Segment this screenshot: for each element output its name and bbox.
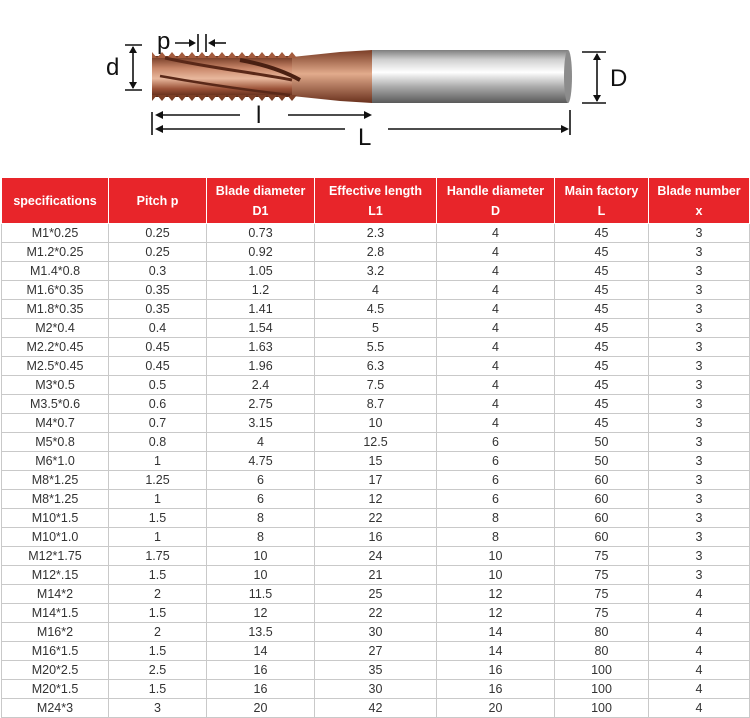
- cell-handle-diameter: 4: [437, 300, 555, 319]
- cell-specification: M1.8*0.35: [2, 300, 109, 319]
- cell-pitch: 0.45: [109, 338, 207, 357]
- table-row: [2, 471, 750, 490]
- cell-pitch: 0.7: [109, 414, 207, 433]
- cell-blade-diameter: 14: [207, 642, 315, 661]
- cell-blade-number: 3: [649, 376, 750, 395]
- cell-pitch: 1.25: [109, 471, 207, 490]
- cell-effective-length: 22: [315, 509, 437, 528]
- cell-blade-diameter: 6: [207, 471, 315, 490]
- cell-pitch: 0.4: [109, 319, 207, 338]
- cell-specification: M16*1.5: [2, 642, 109, 661]
- table-row: [2, 547, 750, 566]
- cell-specification: M6*1.0: [2, 452, 109, 471]
- cell-handle-diameter: 4: [437, 319, 555, 338]
- label-l: l: [256, 102, 262, 129]
- table-row: [2, 699, 750, 718]
- table-row: [2, 509, 750, 528]
- cell-blade-number: 4: [649, 604, 750, 623]
- cell-pitch: 0.35: [109, 300, 207, 319]
- cell-blade-number: 3: [649, 528, 750, 547]
- table-row: [2, 661, 750, 680]
- cell-main-factory: 45: [555, 224, 649, 243]
- cell-handle-diameter: 4: [437, 376, 555, 395]
- table-row: [2, 281, 750, 300]
- cell-pitch: 1.5: [109, 680, 207, 699]
- cell-effective-length: 21: [315, 566, 437, 585]
- cell-specification: M10*1.5: [2, 509, 109, 528]
- label-L: L: [358, 124, 372, 151]
- cell-specification: M2*0.4: [2, 319, 109, 338]
- cell-specification: M10*1.0: [2, 528, 109, 547]
- table-row: [2, 604, 750, 623]
- cell-handle-diameter: 4: [437, 414, 555, 433]
- cell-main-factory: 75: [555, 604, 649, 623]
- cell-specification: M14*2: [2, 585, 109, 604]
- cell-blade-diameter: 10: [207, 566, 315, 585]
- cell-effective-length: 27: [315, 642, 437, 661]
- label-D: D: [610, 65, 628, 92]
- cell-blade-diameter: 16: [207, 680, 315, 699]
- cell-effective-length: 8.7: [315, 395, 437, 414]
- label-d: d: [106, 54, 120, 81]
- table-row: [2, 262, 750, 281]
- cell-handle-diameter: 4: [437, 395, 555, 414]
- header-main-factory: Main factory L: [555, 178, 649, 224]
- cell-main-factory: 75: [555, 585, 649, 604]
- cell-specification: M1.2*0.25: [2, 243, 109, 262]
- cell-handle-diameter: 8: [437, 528, 555, 547]
- cell-blade-number: 4: [649, 585, 750, 604]
- cell-effective-length: 30: [315, 623, 437, 642]
- cell-effective-length: 4: [315, 281, 437, 300]
- cell-main-factory: 45: [555, 376, 649, 395]
- cell-specification: M14*1.5: [2, 604, 109, 623]
- cell-pitch: 0.25: [109, 243, 207, 262]
- cell-blade-number: 4: [649, 642, 750, 661]
- table-row: [2, 585, 750, 604]
- cell-specification: M24*3: [2, 699, 109, 718]
- cell-effective-length: 2.3: [315, 224, 437, 243]
- cell-effective-length: 42: [315, 699, 437, 718]
- header-blade-number: Blade number x: [649, 178, 750, 224]
- cell-effective-length: 5.5: [315, 338, 437, 357]
- cell-pitch: 1: [109, 490, 207, 509]
- cell-handle-diameter: 6: [437, 471, 555, 490]
- table-row: [2, 300, 750, 319]
- cell-pitch: 2: [109, 585, 207, 604]
- cell-pitch: 3: [109, 699, 207, 718]
- cell-blade-diameter: 1.63: [207, 338, 315, 357]
- cell-effective-length: 10: [315, 414, 437, 433]
- cell-pitch: 0.6: [109, 395, 207, 414]
- cell-blade-diameter: 11.5: [207, 585, 315, 604]
- cell-main-factory: 75: [555, 566, 649, 585]
- cell-blade-diameter: 4.75: [207, 452, 315, 471]
- cell-pitch: 1.5: [109, 642, 207, 661]
- cell-blade-number: 3: [649, 509, 750, 528]
- cell-blade-diameter: 3.15: [207, 414, 315, 433]
- cell-main-factory: 45: [555, 281, 649, 300]
- cell-main-factory: 60: [555, 528, 649, 547]
- cell-blade-diameter: 0.92: [207, 243, 315, 262]
- cell-specification: M20*1.5: [2, 680, 109, 699]
- dimension-p: [175, 34, 226, 52]
- spec-table: [1, 177, 750, 718]
- cell-main-factory: 50: [555, 452, 649, 471]
- cell-blade-number: 3: [649, 243, 750, 262]
- cell-blade-number: 3: [649, 300, 750, 319]
- cell-effective-length: 22: [315, 604, 437, 623]
- table-row: [2, 357, 750, 376]
- cell-main-factory: 45: [555, 319, 649, 338]
- cell-main-factory: 45: [555, 414, 649, 433]
- cell-pitch: 0.35: [109, 281, 207, 300]
- cell-handle-diameter: 14: [437, 623, 555, 642]
- cell-blade-diameter: 1.54: [207, 319, 315, 338]
- cell-blade-diameter: 10: [207, 547, 315, 566]
- cell-blade-diameter: 4: [207, 433, 315, 452]
- cell-pitch: 0.45: [109, 357, 207, 376]
- cell-blade-diameter: 8: [207, 528, 315, 547]
- thread-mill-diagram: [0, 0, 750, 175]
- cell-specification: M4*0.7: [2, 414, 109, 433]
- cell-blade-diameter: 6: [207, 490, 315, 509]
- tool-cutting-head: [152, 52, 300, 101]
- cell-pitch: 1.5: [109, 566, 207, 585]
- cell-specification: M1.4*0.8: [2, 262, 109, 281]
- cell-main-factory: 45: [555, 338, 649, 357]
- cell-handle-diameter: 20: [437, 699, 555, 718]
- cell-handle-diameter: 12: [437, 585, 555, 604]
- cell-handle-diameter: 4: [437, 243, 555, 262]
- cell-blade-diameter: 2.4: [207, 376, 315, 395]
- cell-blade-number: 3: [649, 433, 750, 452]
- dimension-d: [125, 45, 142, 90]
- cell-pitch: 0.25: [109, 224, 207, 243]
- dimension-D: [582, 52, 606, 103]
- table-row: [2, 414, 750, 433]
- cell-specification: M12*1.75: [2, 547, 109, 566]
- cell-handle-diameter: 4: [437, 224, 555, 243]
- cell-main-factory: 100: [555, 699, 649, 718]
- cell-effective-length: 30: [315, 680, 437, 699]
- cell-effective-length: 6.3: [315, 357, 437, 376]
- cell-main-factory: 45: [555, 300, 649, 319]
- cell-pitch: 1.75: [109, 547, 207, 566]
- cell-specification: M1.6*0.35: [2, 281, 109, 300]
- cell-effective-length: 12.5: [315, 433, 437, 452]
- cell-blade-number: 3: [649, 357, 750, 376]
- cell-main-factory: 60: [555, 490, 649, 509]
- cell-effective-length: 35: [315, 661, 437, 680]
- cell-blade-number: 4: [649, 623, 750, 642]
- cell-effective-length: 17: [315, 471, 437, 490]
- cell-pitch: 2: [109, 623, 207, 642]
- cell-pitch: 2.5: [109, 661, 207, 680]
- cell-blade-diameter: 12: [207, 604, 315, 623]
- tool-shank: [372, 50, 568, 103]
- header-specifications: specifications: [2, 178, 109, 224]
- cell-blade-number: 3: [649, 262, 750, 281]
- cell-effective-length: 3.2: [315, 262, 437, 281]
- cell-blade-diameter: 16: [207, 661, 315, 680]
- cell-specification: M8*1.25: [2, 471, 109, 490]
- cell-handle-diameter: 16: [437, 661, 555, 680]
- cell-pitch: 1.5: [109, 509, 207, 528]
- cell-main-factory: 45: [555, 243, 649, 262]
- tool-neck: [292, 50, 372, 103]
- cell-handle-diameter: 4: [437, 357, 555, 376]
- header-pitch: Pitch p: [109, 178, 207, 224]
- cell-effective-length: 4.5: [315, 300, 437, 319]
- cell-blade-diameter: 0.73: [207, 224, 315, 243]
- cell-handle-diameter: 14: [437, 642, 555, 661]
- cell-pitch: 0.5: [109, 376, 207, 395]
- cell-specification: M3*0.5: [2, 376, 109, 395]
- cell-pitch: 1: [109, 528, 207, 547]
- cell-blade-number: 3: [649, 471, 750, 490]
- cell-effective-length: 7.5: [315, 376, 437, 395]
- cell-blade-number: 3: [649, 319, 750, 338]
- cell-specification: M12*.15: [2, 566, 109, 585]
- cell-handle-diameter: 6: [437, 433, 555, 452]
- cell-blade-diameter: 20: [207, 699, 315, 718]
- table-row: [2, 528, 750, 547]
- cell-main-factory: 80: [555, 642, 649, 661]
- cell-blade-number: 3: [649, 547, 750, 566]
- table-row: [2, 490, 750, 509]
- cell-blade-number: 3: [649, 566, 750, 585]
- cell-specification: M8*1.25: [2, 490, 109, 509]
- cell-effective-length: 25: [315, 585, 437, 604]
- cell-pitch: 0.8: [109, 433, 207, 452]
- table-row: [2, 623, 750, 642]
- cell-effective-length: 5: [315, 319, 437, 338]
- cell-main-factory: 75: [555, 547, 649, 566]
- cell-main-factory: 45: [555, 262, 649, 281]
- cell-main-factory: 100: [555, 661, 649, 680]
- cell-main-factory: 60: [555, 509, 649, 528]
- cell-specification: M1*0.25: [2, 224, 109, 243]
- cell-blade-diameter: 2.75: [207, 395, 315, 414]
- cell-pitch: 1.5: [109, 604, 207, 623]
- cell-main-factory: 60: [555, 471, 649, 490]
- label-p: p: [157, 28, 171, 55]
- cell-blade-number: 3: [649, 395, 750, 414]
- table-row: [2, 319, 750, 338]
- table-row: [2, 224, 750, 243]
- cell-blade-number: 4: [649, 699, 750, 718]
- cell-main-factory: 100: [555, 680, 649, 699]
- cell-handle-diameter: 8: [437, 509, 555, 528]
- cell-effective-length: 24: [315, 547, 437, 566]
- cell-handle-diameter: 10: [437, 566, 555, 585]
- cell-effective-length: 15: [315, 452, 437, 471]
- cell-effective-length: 12: [315, 490, 437, 509]
- cell-specification: M2.2*0.45: [2, 338, 109, 357]
- cell-pitch: 1: [109, 452, 207, 471]
- cell-blade-diameter: 1.41: [207, 300, 315, 319]
- cell-specification: M2.5*0.45: [2, 357, 109, 376]
- cell-blade-number: 3: [649, 338, 750, 357]
- cell-handle-diameter: 6: [437, 452, 555, 471]
- cell-handle-diameter: 4: [437, 281, 555, 300]
- table-body: [2, 224, 750, 718]
- cell-blade-diameter: 1.05: [207, 262, 315, 281]
- cell-blade-diameter: 8: [207, 509, 315, 528]
- header-blade-diameter: Blade diameter D1: [207, 178, 315, 224]
- cell-effective-length: 16: [315, 528, 437, 547]
- table-row: [2, 566, 750, 585]
- cell-blade-number: 4: [649, 661, 750, 680]
- table-header-row: [2, 178, 750, 224]
- cell-specification: M3.5*0.6: [2, 395, 109, 414]
- header-handle-diameter: Handle diameter D: [437, 178, 555, 224]
- header-effective-length: Effective length L1: [315, 178, 437, 224]
- table-row: [2, 433, 750, 452]
- cell-blade-number: 3: [649, 281, 750, 300]
- cell-handle-diameter: 16: [437, 680, 555, 699]
- cell-blade-diameter: 13.5: [207, 623, 315, 642]
- cell-handle-diameter: 12: [437, 604, 555, 623]
- cell-effective-length: 2.8: [315, 243, 437, 262]
- cell-handle-diameter: 6: [437, 490, 555, 509]
- cell-blade-number: 3: [649, 414, 750, 433]
- cell-specification: M16*2: [2, 623, 109, 642]
- cell-blade-number: 4: [649, 680, 750, 699]
- cell-specification: M5*0.8: [2, 433, 109, 452]
- table-row: [2, 395, 750, 414]
- table-row: [2, 376, 750, 395]
- cell-handle-diameter: 4: [437, 338, 555, 357]
- shank-end: [564, 50, 572, 103]
- cell-main-factory: 50: [555, 433, 649, 452]
- cell-main-factory: 80: [555, 623, 649, 642]
- cell-blade-number: 3: [649, 490, 750, 509]
- cell-main-factory: 45: [555, 357, 649, 376]
- table-row: [2, 642, 750, 661]
- cell-blade-diameter: 1.2: [207, 281, 315, 300]
- table-row: [2, 680, 750, 699]
- cell-blade-number: 3: [649, 452, 750, 471]
- cell-specification: M20*2.5: [2, 661, 109, 680]
- cell-blade-number: 3: [649, 224, 750, 243]
- table-row: [2, 338, 750, 357]
- table-row: [2, 452, 750, 471]
- cell-handle-diameter: 10: [437, 547, 555, 566]
- cell-pitch: 0.3: [109, 262, 207, 281]
- table-row: [2, 243, 750, 262]
- cell-blade-diameter: 1.96: [207, 357, 315, 376]
- cell-main-factory: 45: [555, 395, 649, 414]
- cell-handle-diameter: 4: [437, 262, 555, 281]
- dimension-l: [152, 111, 372, 135]
